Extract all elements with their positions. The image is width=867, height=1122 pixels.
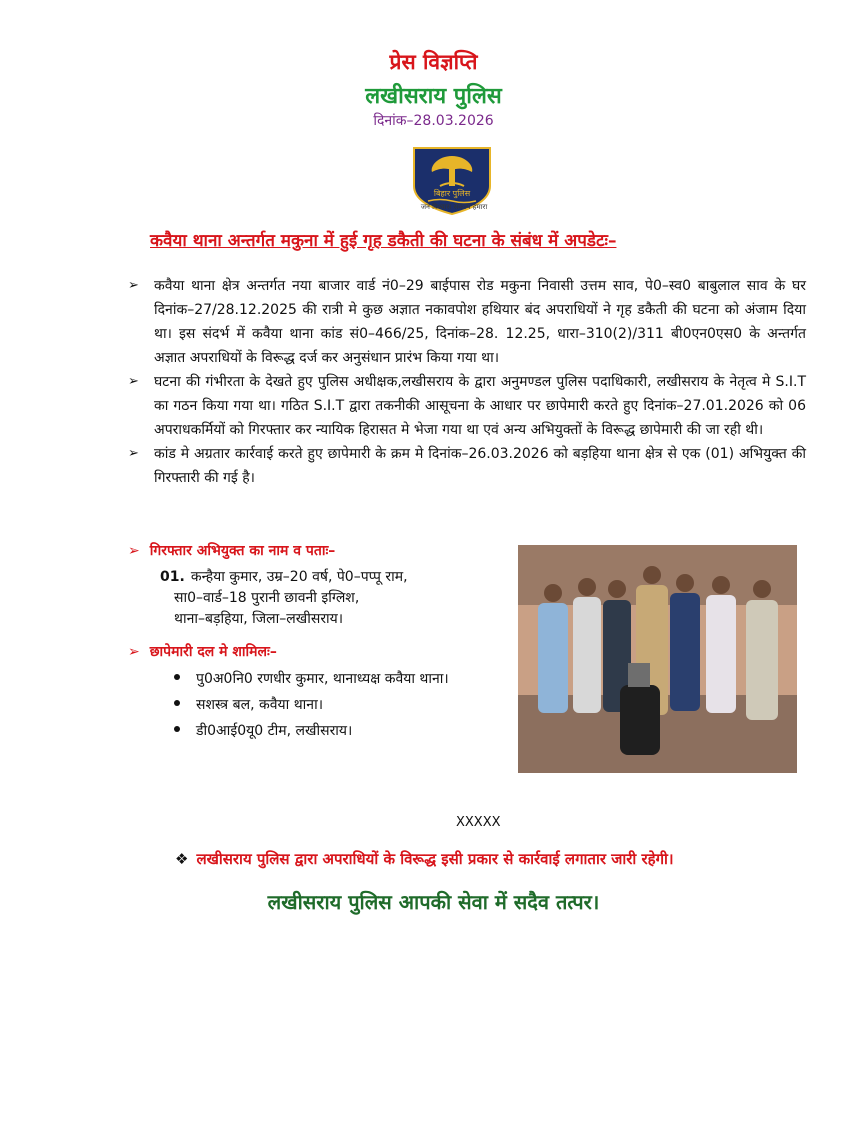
press-release-title: प्रेस विज्ञप्ति xyxy=(389,50,478,74)
closing-statement: ❖ लखीसराय पुलिस द्वारा अपराधियों के विरूद्ध इसी प्रकार से कार्रवाई लगातार जारी रहेगी। xyxy=(175,850,674,868)
logo-name-text: बिहार पुलिस xyxy=(433,189,471,198)
list-item: सशस्त्र बल, कवैया थाना। xyxy=(174,694,449,720)
accused-line: कन्हैया कुमार, उम्र–20 वर्ष, पे0–पप्पू राम, xyxy=(190,569,408,585)
accused-number: 01. xyxy=(160,569,185,585)
release-date: दिनांक–28.03.2026 xyxy=(373,113,494,129)
bullet-icon xyxy=(174,700,180,706)
bullet-icon xyxy=(174,726,180,732)
bullet-paragraph: ➢ कवैया थाना क्षेत्र अन्तर्गत नया बाजार वार्ड नं0–29 बाईपास रोड मकुना निवासी उत्तम साव, पे0–स्व0 बाबुलाल साव के घर दिनांक–27/28.12.2025 की रात्री मे कुछ अज्ञात नकावपोश हथियार बंद अपराधियों ने गृह डकैती की घटना को अंजाम दिया था। इस संदर्भ में कवैया थाना कांड सं0–466/25, दिनांक–28. 12.25, धारा–310(2)/311 बी0एन0एस0 के अन्तर्गत अज्ञात अपराधियों के विरूद्ध दर्ज कर अनुसंधान प्रारंभ किया गया था। xyxy=(128,274,806,370)
bullet-paragraph: ➢ घटना की गंभीरता के देखते हुए पुलिस अधीक्षक,लखीसराय के द्वारा अनुमण्डल पुलिस पदाधिकारी, लखीसराय के नेतृत्व मे S.I.T का गठन किया गया था। गठित S.I.T द्वारा तकनीकी आसूचना के आधार पर छापेमारी करते हुए दिनांक–27.01.2026 को 06 अपराधकर्मियों को गिरफ्तार कर न्यायिक हिरासत मे भेजा गया था एवं अन्य अभियुक्तों के विरूद्ध छापेमारी की जा रही थी। xyxy=(128,370,806,442)
arrow-icon: ➢ xyxy=(128,374,139,389)
list-item: पु0अ0नि0 रणधीर कुमार, थानाध्यक्ष कवैया थाना। xyxy=(174,668,449,694)
accused-details xyxy=(160,567,408,630)
accused-line: सा0–वार्ड–18 पुरानी छावनी इग्लिश, xyxy=(174,590,360,606)
arrow-icon: ➢ xyxy=(128,278,139,293)
raid-team-list xyxy=(174,668,449,746)
service-slogan: लखीसराय पुलिस आपकी सेवा में सदैव तत्पर। xyxy=(267,890,600,914)
bullet-icon xyxy=(174,674,180,680)
arrow-icon: ➢ xyxy=(128,543,140,559)
raid-team-heading: ➢ छापेमारी दल मे शामिलः– xyxy=(128,644,277,660)
arrow-icon: ➢ xyxy=(128,644,140,660)
bullet-paragraph: ➢ कांड मे अग्रतार कार्रवाई करते हुए छापेमारी के क्रम मे दिनांक–26.03.2026 को बड़हिया थाना क्षेत्र से एक (01) अभियुक्त की गिरफ्तारी की गई है। xyxy=(128,442,806,490)
incident-details xyxy=(128,274,806,490)
accused-line: थाना–बड़हिया, जिला–लखीसराय। xyxy=(174,611,344,627)
arrow-icon: ➢ xyxy=(128,446,139,461)
arrest-photo xyxy=(518,545,797,773)
arrested-heading: ➢ गिरफ्तार अभियुक्त का नाम व पताः– xyxy=(128,543,336,559)
police-district-name: लखीसराय पुलिस xyxy=(365,84,502,109)
diamond-bullet-icon: ❖ xyxy=(175,850,189,868)
separator-mark: XXXXX xyxy=(456,815,501,830)
list-item: डी0आई0यू0 टीम, लखीसराय। xyxy=(174,720,449,746)
subject-heading: कवैया थाना अन्तर्गत मकुना में हुई गृह डकैती की घटना के संबंध में अपडेटः– xyxy=(150,231,617,251)
logo-motto: जन विश्वास संकल्प हमारा xyxy=(420,203,488,211)
